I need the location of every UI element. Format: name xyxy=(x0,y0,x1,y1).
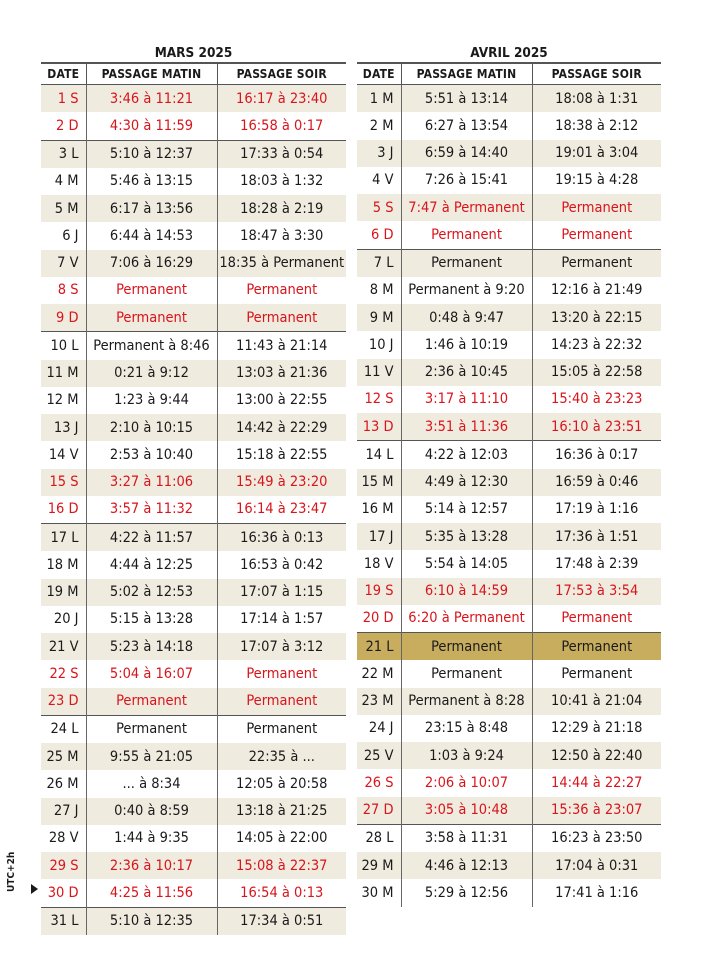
table-row xyxy=(41,140,346,168)
evening-cell: 14:23 à 22:32 xyxy=(532,331,661,358)
date-cell: 17 L xyxy=(41,524,86,552)
morning-cell: 0:21 à 9:12 xyxy=(86,360,217,387)
utc-label-text: UTC+2h xyxy=(6,851,17,892)
date-cell: 1 M xyxy=(357,85,401,113)
morning-cell: 2:10 à 10:15 xyxy=(86,414,217,441)
morning-cell: Permanent xyxy=(86,688,217,716)
table-row xyxy=(357,715,661,742)
date-cell: 18 V xyxy=(363,555,394,572)
table-row xyxy=(357,221,661,249)
morning-cell: 4:49 à 12:30 xyxy=(401,469,532,496)
evening-cell: Permanent xyxy=(532,660,661,687)
morning-cell: 5:04 à 16:07 xyxy=(86,660,217,687)
date-cell: 24 L xyxy=(41,715,86,743)
table-row xyxy=(41,112,346,140)
date-cell: 15 S xyxy=(41,469,86,496)
table-row xyxy=(357,249,661,277)
evening-cell: 18:03 à 1:32 xyxy=(217,168,346,195)
table-row xyxy=(41,633,346,660)
date-cell: 16 M xyxy=(361,501,394,518)
table-row xyxy=(357,85,661,113)
col-header-morning: PASSAGE MATIN xyxy=(401,63,532,85)
evening-cell: 17:33 à 0:54 xyxy=(217,140,346,168)
table-row xyxy=(41,414,346,441)
morning-cell: 5:10 à 12:37 xyxy=(86,140,217,168)
evening-cell: 17:53 à 3:54 xyxy=(532,578,661,605)
date-cell: 7 V xyxy=(41,250,86,277)
table-row xyxy=(41,168,346,195)
evening-cell: 15:40 à 23:23 xyxy=(532,386,661,413)
date-cell: 4 V xyxy=(372,172,394,189)
month-title: MARS 2025 xyxy=(154,45,233,61)
arrow-right-icon xyxy=(31,884,38,894)
date-cell: 27 J xyxy=(41,798,86,825)
morning-cell: 4:22 à 11:57 xyxy=(86,524,217,552)
morning-cell: Permanent xyxy=(401,633,532,661)
evening-cell: 15:49 à 23:20 xyxy=(217,469,346,496)
evening-cell: 22:35 à ... xyxy=(217,743,346,770)
table-row xyxy=(357,441,661,469)
morning-cell: 5:10 à 12:35 xyxy=(86,907,217,935)
morning-cell: 4:25 à 11:56 xyxy=(86,879,217,907)
morning-cell: Permanent xyxy=(401,221,532,249)
col-header-evening: PASSAGE SOIR xyxy=(532,63,661,85)
evening-cell: 17:34 à 0:51 xyxy=(217,907,346,935)
evening-cell: 10:41 à 21:04 xyxy=(532,688,661,715)
col-header-date: DATE xyxy=(41,63,86,85)
date-cell: 26 S xyxy=(364,774,394,791)
evening-cell: 16:23 à 23:50 xyxy=(532,824,661,852)
evening-cell: 11:43 à 21:14 xyxy=(217,332,346,360)
evening-cell: 17:36 à 1:51 xyxy=(532,523,661,550)
date-cell: 26 M xyxy=(46,775,79,792)
evening-cell: 18:08 à 1:31 xyxy=(532,85,661,113)
evening-cell: Permanent xyxy=(217,715,346,743)
date-cell: 11 M xyxy=(41,360,86,387)
evening-cell: Permanent xyxy=(532,605,661,633)
morning-cell: 5:54 à 14:05 xyxy=(401,550,532,577)
evening-cell: 17:19 à 1:16 xyxy=(532,496,661,523)
morning-cell: 5:14 à 12:57 xyxy=(401,496,532,523)
morning-cell: 5:29 à 12:56 xyxy=(401,879,532,906)
morning-cell: 3:57 à 11:32 xyxy=(86,496,217,524)
morning-cell: 2:36 à 10:45 xyxy=(401,359,532,386)
date-cell: 11 V xyxy=(357,359,401,386)
morning-cell: 2:06 à 10:07 xyxy=(401,769,532,796)
table-row xyxy=(41,85,346,113)
date-cell: 20 J xyxy=(53,611,79,628)
evening-cell: 12:16 à 21:49 xyxy=(532,277,661,304)
col-header-morning: PASSAGE MATIN xyxy=(86,63,217,85)
date-cell: 23 M xyxy=(357,688,401,715)
morning-cell: 4:30 à 11:59 xyxy=(86,112,217,140)
table-row xyxy=(357,277,661,304)
date-cell: 24 J xyxy=(368,720,394,737)
date-cell: 9 D xyxy=(41,304,86,332)
date-cell: 15 M xyxy=(357,469,401,496)
table-row xyxy=(41,688,346,716)
rows-april xyxy=(357,85,661,907)
morning-cell: 2:53 à 10:40 xyxy=(86,441,217,468)
date-cell: 8 M xyxy=(369,282,394,299)
morning-cell: 7:26 à 15:41 xyxy=(401,167,532,194)
date-cell: 16 D xyxy=(47,501,79,518)
table-row xyxy=(357,742,661,769)
evening-cell: 15:36 à 23:07 xyxy=(532,797,661,825)
evening-cell: 16:53 à 0:42 xyxy=(217,551,346,578)
morning-cell: 3:27 à 11:06 xyxy=(86,469,217,496)
date-cell: 27 D xyxy=(357,797,401,825)
evening-cell: Permanent xyxy=(532,633,661,661)
table-row xyxy=(41,743,346,770)
evening-cell: 17:41 à 1:16 xyxy=(532,879,661,906)
table-row xyxy=(357,112,661,139)
morning-cell: 5:46 à 13:15 xyxy=(86,168,217,195)
table-row xyxy=(41,907,346,935)
evening-cell: 17:48 à 2:39 xyxy=(532,550,661,577)
morning-cell: 6:20 à Permanent xyxy=(401,605,532,633)
evening-cell: Permanent xyxy=(217,660,346,687)
col-header-date: DATE xyxy=(357,63,401,85)
morning-cell: Permanent à 8:46 xyxy=(86,332,217,360)
date-cell: 2 D xyxy=(56,117,79,134)
table-row xyxy=(357,769,661,796)
table-row xyxy=(41,660,346,687)
evening-cell: 16:36 à 0:13 xyxy=(217,524,346,552)
date-cell: 29 M xyxy=(357,852,401,879)
morning-cell: ... à 8:34 xyxy=(86,770,217,797)
table-row xyxy=(41,469,346,496)
date-cell: 14 V xyxy=(48,446,79,463)
morning-cell: 1:44 à 9:35 xyxy=(86,825,217,852)
morning-cell: 1:03 à 9:24 xyxy=(401,742,532,769)
table-row xyxy=(357,578,661,605)
evening-cell: 16:59 à 0:46 xyxy=(532,469,661,496)
date-cell: 6 D xyxy=(371,226,394,243)
table-row xyxy=(41,579,346,606)
morning-cell: 7:06 à 16:29 xyxy=(86,250,217,277)
table-row xyxy=(357,194,661,221)
evening-cell: 18:38 à 2:12 xyxy=(532,112,661,139)
date-cell: 12 M xyxy=(46,392,79,409)
date-cell: 19 S xyxy=(357,578,401,605)
date-cell: 20 D xyxy=(362,610,394,627)
date-cell: 5 M xyxy=(41,195,86,222)
date-cell: 19 M xyxy=(41,579,86,606)
table-row xyxy=(357,413,661,441)
evening-cell: 12:50 à 22:40 xyxy=(532,742,661,769)
date-cell: 23 D xyxy=(41,688,86,716)
date-cell: 25 M xyxy=(41,743,86,770)
table-row xyxy=(357,550,661,577)
morning-cell: 4:46 à 12:13 xyxy=(401,852,532,879)
evening-cell: 16:17 à 23:40 xyxy=(217,85,346,113)
morning-cell: 4:22 à 12:03 xyxy=(401,441,532,469)
morning-cell: Permanent xyxy=(86,277,217,304)
date-cell: 5 S xyxy=(357,194,401,221)
evening-cell: Permanent xyxy=(532,249,661,277)
month-title: AVRIL 2025 xyxy=(470,45,548,61)
date-cell: 21 V xyxy=(41,633,86,660)
table-row xyxy=(357,879,661,906)
morning-cell: 9:55 à 21:05 xyxy=(86,743,217,770)
morning-cell: Permanent à 9:20 xyxy=(401,277,532,304)
morning-cell: 1:23 à 9:44 xyxy=(86,387,217,414)
table-row xyxy=(41,496,346,524)
date-cell: 3 L xyxy=(41,140,86,168)
table-row xyxy=(357,140,661,167)
date-cell: 14 L xyxy=(357,441,401,469)
date-cell: 7 L xyxy=(357,249,401,277)
evening-cell: Permanent xyxy=(532,194,661,221)
evening-cell: Permanent xyxy=(217,304,346,332)
morning-cell: 5:51 à 13:14 xyxy=(401,85,532,113)
evening-cell: Permanent xyxy=(532,221,661,249)
evening-cell: 18:47 à 3:30 xyxy=(217,222,346,249)
evening-cell: 16:10 à 23:51 xyxy=(532,413,661,441)
table-row xyxy=(41,715,346,743)
table-row xyxy=(357,167,661,194)
evening-cell: 14:05 à 22:00 xyxy=(217,825,346,852)
morning-cell: 0:40 à 8:59 xyxy=(86,798,217,825)
table-row xyxy=(41,332,346,360)
table-row xyxy=(41,825,346,852)
morning-cell: 0:48 à 9:47 xyxy=(401,304,532,331)
morning-cell: 1:46 à 10:19 xyxy=(401,331,532,358)
date-cell: 30 D xyxy=(47,884,79,901)
date-cell: 8 S xyxy=(57,282,79,299)
evening-cell: 17:04 à 0:31 xyxy=(532,852,661,879)
table-row xyxy=(357,469,661,496)
date-cell: 13 D xyxy=(357,413,401,441)
morning-cell: 5:35 à 13:28 xyxy=(401,523,532,550)
morning-cell: 3:17 à 11:10 xyxy=(401,386,532,413)
evening-cell: 15:18 à 22:55 xyxy=(217,441,346,468)
table-row xyxy=(357,605,661,633)
evening-cell: 16:36 à 0:17 xyxy=(532,441,661,469)
table-row xyxy=(41,304,346,332)
morning-cell: 4:44 à 12:25 xyxy=(86,551,217,578)
evening-cell: 15:05 à 22:58 xyxy=(532,359,661,386)
table-row xyxy=(357,386,661,413)
evening-cell: 19:01 à 3:04 xyxy=(532,140,661,167)
table-row xyxy=(41,852,346,879)
table-row xyxy=(41,387,346,414)
morning-cell: 3:46 à 11:21 xyxy=(86,85,217,113)
evening-cell: 15:08 à 22:37 xyxy=(217,852,346,879)
morning-cell: Permanent à 8:28 xyxy=(401,688,532,715)
schedule-table-march xyxy=(41,62,346,935)
morning-cell: 2:36 à 10:17 xyxy=(86,852,217,879)
table-row xyxy=(357,496,661,523)
evening-cell: 13:20 à 22:15 xyxy=(532,304,661,331)
table-row xyxy=(41,879,346,907)
table-row xyxy=(357,359,661,386)
evening-cell: 17:07 à 3:12 xyxy=(217,633,346,660)
morning-cell: 3:51 à 11:36 xyxy=(401,413,532,441)
table-row xyxy=(357,660,661,687)
evening-cell: Permanent xyxy=(217,688,346,716)
april-table-block xyxy=(357,42,661,907)
date-cell: 13 J xyxy=(41,414,86,441)
table-row xyxy=(41,770,346,797)
table-row xyxy=(41,222,346,249)
table-row xyxy=(41,250,346,277)
date-cell: 17 J xyxy=(357,523,401,550)
morning-cell: 7:47 à Permanent xyxy=(401,194,532,221)
date-cell: 10 J xyxy=(368,336,394,353)
date-cell: 12 S xyxy=(364,391,394,408)
table-row xyxy=(41,606,346,633)
rows-march xyxy=(41,85,346,935)
evening-cell: 13:00 à 22:55 xyxy=(217,387,346,414)
table-row xyxy=(357,852,661,879)
date-cell: 4 M xyxy=(54,173,79,190)
date-cell: 9 M xyxy=(357,304,401,331)
morning-cell: 23:15 à 8:48 xyxy=(401,715,532,742)
date-cell: 2 M xyxy=(369,117,394,134)
table-row xyxy=(357,304,661,331)
date-cell: 21 L xyxy=(357,633,401,661)
table-row xyxy=(41,441,346,468)
table-row xyxy=(41,798,346,825)
table-row xyxy=(41,524,346,552)
evening-cell: 19:15 à 4:28 xyxy=(532,167,661,194)
date-cell: 10 L xyxy=(41,332,86,360)
table-row xyxy=(357,331,661,358)
morning-cell: 5:02 à 12:53 xyxy=(86,579,217,606)
table-row xyxy=(41,195,346,222)
date-cell: 22 S xyxy=(49,665,79,682)
date-cell: 1 S xyxy=(41,85,86,113)
evening-cell: 14:44 à 22:27 xyxy=(532,769,661,796)
morning-cell: Permanent xyxy=(86,304,217,332)
table-row xyxy=(41,277,346,304)
evening-cell: 12:05 à 20:58 xyxy=(217,770,346,797)
table-row xyxy=(357,824,661,852)
morning-cell: 6:17 à 13:56 xyxy=(86,195,217,222)
evening-cell: 14:42 à 22:29 xyxy=(217,414,346,441)
evening-cell: 12:29 à 21:18 xyxy=(532,715,661,742)
date-cell: 31 L xyxy=(41,907,86,935)
evening-cell: 18:35 à Permanent xyxy=(217,250,346,277)
evening-cell: Permanent xyxy=(217,277,346,304)
evening-cell: 16:14 à 23:47 xyxy=(217,496,346,524)
col-header-evening: PASSAGE SOIR xyxy=(217,63,346,85)
evening-cell: 16:58 à 0:17 xyxy=(217,112,346,140)
morning-cell: 5:15 à 13:28 xyxy=(86,606,217,633)
date-cell: 29 S xyxy=(41,852,86,879)
utc-side-label xyxy=(6,852,24,892)
date-cell: 18 M xyxy=(46,556,79,573)
date-cell: 28 L xyxy=(357,824,401,852)
evening-cell: 18:28 à 2:19 xyxy=(217,195,346,222)
morning-cell: 6:27 à 13:54 xyxy=(401,112,532,139)
morning-cell: 6:10 à 14:59 xyxy=(401,578,532,605)
march-table-block xyxy=(41,42,346,935)
evening-cell: 16:54 à 0:13 xyxy=(217,879,346,907)
morning-cell: Permanent xyxy=(86,715,217,743)
date-cell: 22 M xyxy=(361,665,394,682)
date-cell: 3 J xyxy=(357,140,401,167)
table-row xyxy=(41,360,346,387)
morning-cell: 3:05 à 10:48 xyxy=(401,797,532,825)
date-cell: 30 M xyxy=(361,884,394,901)
table-row xyxy=(357,633,661,661)
morning-cell: Permanent xyxy=(401,249,532,277)
morning-cell: Permanent xyxy=(401,660,532,687)
date-cell: 28 V xyxy=(48,830,79,847)
table-row xyxy=(357,797,661,825)
table-row xyxy=(41,551,346,578)
evening-cell: 13:18 à 21:25 xyxy=(217,798,346,825)
morning-cell: 6:44 à 14:53 xyxy=(86,222,217,249)
morning-cell: 5:23 à 14:18 xyxy=(86,633,217,660)
evening-cell: 17:14 à 1:57 xyxy=(217,606,346,633)
evening-cell: 17:07 à 1:15 xyxy=(217,579,346,606)
schedule-table-april xyxy=(357,62,661,907)
date-cell: 25 V xyxy=(357,742,401,769)
table-row xyxy=(357,523,661,550)
table-row xyxy=(357,688,661,715)
morning-cell: 6:59 à 14:40 xyxy=(401,140,532,167)
date-cell: 6 J xyxy=(62,227,79,244)
morning-cell: 3:58 à 11:31 xyxy=(401,824,532,852)
evening-cell: 13:03 à 21:36 xyxy=(217,360,346,387)
